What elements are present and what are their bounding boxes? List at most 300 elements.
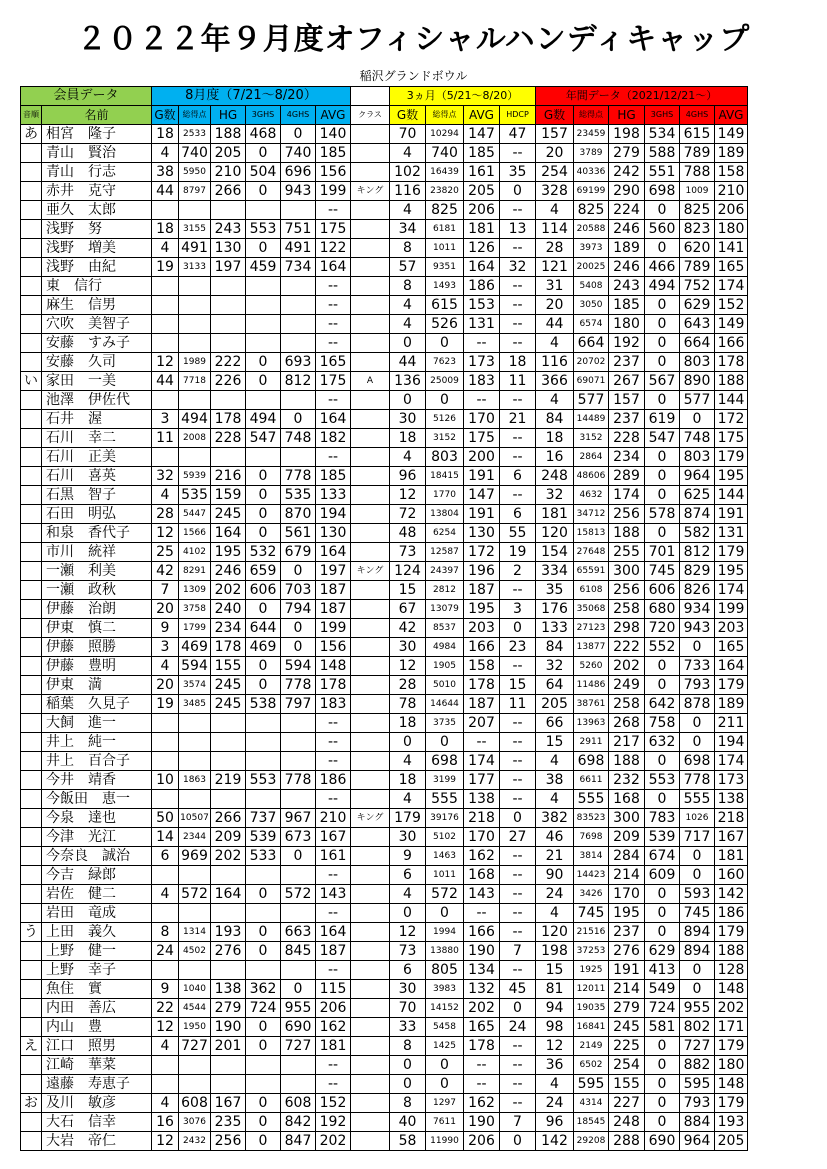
hg-cell: 266 <box>211 182 246 201</box>
total-3m-cell: 2812 <box>426 581 464 600</box>
games-cell: 11 <box>152 429 179 448</box>
name-cell: 稲葉 久見子 <box>42 695 152 714</box>
4ghs-cell: 679 <box>281 543 316 562</box>
total-year-cell: 83523 <box>574 809 609 828</box>
hdcp-cell: -- <box>500 790 536 809</box>
avg-cell: 143 <box>316 885 351 904</box>
4ghs-year-cell: 789 <box>680 144 715 163</box>
hg-year-cell: 258 <box>609 600 645 619</box>
avg-cell: -- <box>316 448 351 467</box>
hg-cell: 276 <box>211 942 246 961</box>
name-cell: 岩田 竜成 <box>42 904 152 923</box>
avg-3m-cell: 205 <box>464 182 500 201</box>
3ghs-cell: 0 <box>246 600 281 619</box>
3ghs-year-cell: 609 <box>645 866 680 885</box>
kana-cell <box>21 980 42 999</box>
4ghs-year-cell: 1009 <box>680 182 715 201</box>
hdcp-cell: -- <box>500 391 536 410</box>
avg-year-cell: 210 <box>715 182 748 201</box>
hdcp-cell: 7 <box>500 942 536 961</box>
3ghs-cell: 547 <box>246 429 281 448</box>
avg-cell: -- <box>316 296 351 315</box>
total-cell: 469 <box>179 638 211 657</box>
group-member-header: 会員データ <box>21 87 152 106</box>
col-avg-3m: AVG <box>464 106 500 125</box>
avg-cell: 140 <box>316 125 351 144</box>
avg-year-cell: 179 <box>715 543 748 562</box>
3ghs-cell: 494 <box>246 410 281 429</box>
4ghs-year-cell: 727 <box>680 1037 715 1056</box>
avg-cell: 199 <box>316 182 351 201</box>
col-name: 名前 <box>42 106 152 125</box>
class-cell <box>351 771 390 790</box>
total-cell: 1863 <box>179 771 211 790</box>
total-year-cell: 3050 <box>574 296 609 315</box>
table-row <box>21 353 748 372</box>
3ghs-cell: 0 <box>246 942 281 961</box>
hg-cell: 245 <box>211 505 246 524</box>
kana-cell <box>21 467 42 486</box>
4ghs-year-cell: 745 <box>680 904 715 923</box>
total-3m-cell: 1011 <box>426 866 464 885</box>
total-year-cell: 6611 <box>574 771 609 790</box>
hg-cell: 138 <box>211 980 246 999</box>
kana-cell <box>21 353 42 372</box>
class-cell <box>351 277 390 296</box>
kana-cell <box>21 676 42 695</box>
4ghs-cell: 696 <box>281 163 316 182</box>
games-year-cell: 44 <box>536 315 574 334</box>
col-total-3m: 総得点 <box>426 106 464 125</box>
3ghs-year-cell: 758 <box>645 714 680 733</box>
games-cell: 22 <box>152 999 179 1018</box>
avg-3m-cell: 147 <box>464 486 500 505</box>
hg-year-cell: 237 <box>609 353 645 372</box>
avg-cell: 197 <box>316 562 351 581</box>
games-year-cell: 334 <box>536 562 574 581</box>
hg-cell: 130 <box>211 239 246 258</box>
games-cell: 32 <box>152 467 179 486</box>
avg-cell: 187 <box>316 942 351 961</box>
games-cell <box>152 296 179 315</box>
3ghs-year-cell: 552 <box>645 638 680 657</box>
avg-3m-cell: 131 <box>464 315 500 334</box>
avg-3m-cell: 168 <box>464 866 500 885</box>
class-cell <box>351 904 390 923</box>
name-cell: 安藤 久司 <box>42 353 152 372</box>
avg-3m-cell: 138 <box>464 790 500 809</box>
games-cell: 9 <box>152 619 179 638</box>
avg-cell: -- <box>316 904 351 923</box>
games-cell: 9 <box>152 980 179 999</box>
games-cell: 3 <box>152 410 179 429</box>
hg-cell <box>211 961 246 980</box>
hg-cell: 243 <box>211 220 246 239</box>
total-cell <box>179 277 211 296</box>
total-year-cell: 20702 <box>574 353 609 372</box>
kana-cell <box>21 714 42 733</box>
4ghs-year-cell: 829 <box>680 562 715 581</box>
total-cell <box>179 790 211 809</box>
total-3m-cell: 1770 <box>426 486 464 505</box>
total-cell: 3155 <box>179 220 211 239</box>
avg-year-cell: 144 <box>715 391 748 410</box>
hg-cell: 188 <box>211 125 246 144</box>
4ghs-cell: 778 <box>281 467 316 486</box>
name-cell: 内田 善広 <box>42 999 152 1018</box>
hg-cell <box>211 733 246 752</box>
avg-cell: 185 <box>316 144 351 163</box>
games-3m-cell: 30 <box>390 410 426 429</box>
games-year-cell: 4 <box>536 790 574 809</box>
4ghs-cell: 955 <box>281 999 316 1018</box>
3ghs-cell: 538 <box>246 695 281 714</box>
kana-cell <box>21 695 42 714</box>
table-row <box>21 904 748 923</box>
3ghs-year-cell: 0 <box>645 1075 680 1094</box>
class-cell <box>351 942 390 961</box>
games-3m-cell: 0 <box>390 733 426 752</box>
4ghs-cell <box>281 448 316 467</box>
avg-year-cell: 195 <box>715 467 748 486</box>
4ghs-cell: 751 <box>281 220 316 239</box>
3ghs-cell <box>246 391 281 410</box>
4ghs-year-cell: 0 <box>680 714 715 733</box>
3ghs-year-cell: 567 <box>645 372 680 391</box>
total-year-cell: 6574 <box>574 315 609 334</box>
hg-year-cell: 248 <box>609 1113 645 1132</box>
3ghs-cell: 659 <box>246 562 281 581</box>
avg-cell: 185 <box>316 467 351 486</box>
hdcp-cell: 19 <box>500 543 536 562</box>
total-year-cell: 698 <box>574 752 609 771</box>
total-cell <box>179 315 211 334</box>
total-cell: 2533 <box>179 125 211 144</box>
hg-cell: 209 <box>211 828 246 847</box>
games-cell: 20 <box>152 600 179 619</box>
kana-cell <box>21 809 42 828</box>
table-row <box>21 657 748 676</box>
table-row <box>21 923 748 942</box>
total-cell: 2008 <box>179 429 211 448</box>
hdcp-cell: -- <box>500 144 536 163</box>
total-3m-cell: 1994 <box>426 923 464 942</box>
total-year-cell: 35068 <box>574 600 609 619</box>
table-row <box>21 277 748 296</box>
4ghs-cell <box>281 790 316 809</box>
avg-cell: 161 <box>316 847 351 866</box>
3ghs-cell <box>246 1075 281 1094</box>
4ghs-cell: 870 <box>281 505 316 524</box>
4ghs-cell: 778 <box>281 676 316 695</box>
avg-year-cell: 148 <box>715 980 748 999</box>
3ghs-cell: 0 <box>246 524 281 543</box>
table-row <box>21 961 748 980</box>
hg-cell: 240 <box>211 600 246 619</box>
4ghs-year-cell: 826 <box>680 581 715 600</box>
4ghs-cell: 734 <box>281 258 316 277</box>
3ghs-year-cell: 0 <box>645 1113 680 1132</box>
4ghs-cell <box>281 391 316 410</box>
name-cell: 石黒 智子 <box>42 486 152 505</box>
venue-name: 稲沢グランドボウル <box>359 69 468 83</box>
4ghs-year-cell: 934 <box>680 600 715 619</box>
hg-year-cell: 242 <box>609 163 645 182</box>
3ghs-cell: 469 <box>246 638 281 657</box>
games-3m-cell: 8 <box>390 1037 426 1056</box>
kana-cell <box>21 847 42 866</box>
4ghs-cell: 703 <box>281 581 316 600</box>
name-cell: 東 信行 <box>42 277 152 296</box>
avg-3m-cell: 153 <box>464 296 500 315</box>
3ghs-year-cell: 413 <box>645 961 680 980</box>
col-hg: HG <box>211 106 246 125</box>
name-cell: 亜久 太郎 <box>42 201 152 220</box>
games-3m-cell: 44 <box>390 353 426 372</box>
table-row <box>21 372 748 391</box>
class-cell <box>351 505 390 524</box>
hg-cell <box>211 296 246 315</box>
kana-cell: い <box>21 372 42 391</box>
hdcp-cell: -- <box>500 315 536 334</box>
hdcp-cell: 47 <box>500 125 536 144</box>
class-cell <box>351 429 390 448</box>
total-year-cell: 6502 <box>574 1056 609 1075</box>
hg-year-cell: 198 <box>609 125 645 144</box>
group-blank-header <box>351 87 390 106</box>
4ghs-cell <box>281 714 316 733</box>
total-year-cell: 38761 <box>574 695 609 714</box>
games-cell <box>152 448 179 467</box>
avg-year-cell: 178 <box>715 353 748 372</box>
games-cell: 19 <box>152 695 179 714</box>
games-3m-cell: 179 <box>390 809 426 828</box>
name-cell: 上野 健一 <box>42 942 152 961</box>
total-year-cell: 13877 <box>574 638 609 657</box>
total-3m-cell: 0 <box>426 391 464 410</box>
games-year-cell: 32 <box>536 486 574 505</box>
games-cell <box>152 904 179 923</box>
4ghs-cell: 0 <box>281 562 316 581</box>
kana-cell <box>21 486 42 505</box>
games-3m-cell: 67 <box>390 600 426 619</box>
4ghs-year-cell: 788 <box>680 163 715 182</box>
avg-year-cell: 138 <box>715 790 748 809</box>
avg-year-cell: 179 <box>715 448 748 467</box>
hg-year-cell: 246 <box>609 220 645 239</box>
4ghs-year-cell: 884 <box>680 1113 715 1132</box>
kana-cell <box>21 961 42 980</box>
total-cell: 969 <box>179 847 211 866</box>
avg-cell: 115 <box>316 980 351 999</box>
games-3m-cell: 30 <box>390 828 426 847</box>
class-cell <box>351 581 390 600</box>
total-cell: 5447 <box>179 505 211 524</box>
col-games-3m: G数 <box>390 106 426 125</box>
hg-year-cell: 289 <box>609 467 645 486</box>
table-row <box>21 391 748 410</box>
avg-year-cell: 131 <box>715 524 748 543</box>
4ghs-year-cell: 593 <box>680 885 715 904</box>
hg-year-cell: 245 <box>609 1018 645 1037</box>
4ghs-cell: 663 <box>281 923 316 942</box>
table-row <box>21 429 748 448</box>
total-cell <box>179 961 211 980</box>
name-cell: 青山 行志 <box>42 163 152 182</box>
4ghs-cell: 748 <box>281 429 316 448</box>
class-cell <box>351 1018 390 1037</box>
games-3m-cell: 30 <box>390 980 426 999</box>
total-cell: 608 <box>179 1094 211 1113</box>
total-cell: 491 <box>179 239 211 258</box>
4ghs-cell: 572 <box>281 885 316 904</box>
4ghs-cell: 673 <box>281 828 316 847</box>
avg-year-cell: 181 <box>715 847 748 866</box>
hg-year-cell: 214 <box>609 866 645 885</box>
avg-3m-cell: 191 <box>464 505 500 524</box>
games-cell: 44 <box>152 182 179 201</box>
games-cell: 38 <box>152 163 179 182</box>
games-3m-cell: 18 <box>390 429 426 448</box>
total-cell <box>179 752 211 771</box>
4ghs-cell: 0 <box>281 980 316 999</box>
kana-cell <box>21 315 42 334</box>
table-row <box>21 505 748 524</box>
class-cell <box>351 1075 390 1094</box>
hdcp-cell: -- <box>500 1094 536 1113</box>
games-year-cell: 120 <box>536 923 574 942</box>
3ghs-year-cell: 680 <box>645 600 680 619</box>
hg-cell: 202 <box>211 847 246 866</box>
total-year-cell: 69071 <box>574 372 609 391</box>
avg-year-cell: 186 <box>715 904 748 923</box>
3ghs-cell: 553 <box>246 771 281 790</box>
class-cell <box>351 714 390 733</box>
3ghs-year-cell: 553 <box>645 771 680 790</box>
table-row <box>21 695 748 714</box>
avg-3m-cell: 187 <box>464 581 500 600</box>
hg-year-cell: 191 <box>609 961 645 980</box>
3ghs-year-cell: 701 <box>645 543 680 562</box>
games-cell: 18 <box>152 125 179 144</box>
total-3m-cell: 14152 <box>426 999 464 1018</box>
avg-cell: 165 <box>316 353 351 372</box>
avg-3m-cell: 162 <box>464 1094 500 1113</box>
avg-3m-cell: 134 <box>464 961 500 980</box>
table-row <box>21 638 748 657</box>
games-cell: 50 <box>152 809 179 828</box>
total-3m-cell: 24397 <box>426 562 464 581</box>
hg-cell <box>211 752 246 771</box>
3ghs-cell: 0 <box>246 467 281 486</box>
total-3m-cell: 5102 <box>426 828 464 847</box>
table-row <box>21 600 748 619</box>
games-year-cell: 328 <box>536 182 574 201</box>
games-3m-cell: 0 <box>390 1075 426 1094</box>
4ghs-year-cell: 943 <box>680 619 715 638</box>
avg-cell: -- <box>316 277 351 296</box>
4ghs-year-cell: 894 <box>680 923 715 942</box>
games-cell <box>152 961 179 980</box>
games-3m-cell: 4 <box>390 144 426 163</box>
name-cell: 上田 義久 <box>42 923 152 942</box>
total-3m-cell: 0 <box>426 1056 464 1075</box>
name-cell: 今吉 緑郎 <box>42 866 152 885</box>
total-3m-cell: 0 <box>426 1075 464 1094</box>
total-3m-cell: 6181 <box>426 220 464 239</box>
3ghs-year-cell: 547 <box>645 429 680 448</box>
table-row <box>21 562 748 581</box>
avg-3m-cell: 183 <box>464 372 500 391</box>
games-year-cell: 24 <box>536 1094 574 1113</box>
kana-cell <box>21 1018 42 1037</box>
avg-year-cell: 199 <box>715 600 748 619</box>
name-cell: 池澤 伊佐代 <box>42 391 152 410</box>
avg-year-cell: 160 <box>715 866 748 885</box>
avg-3m-cell: 185 <box>464 144 500 163</box>
total-cell: 2432 <box>179 1132 211 1151</box>
avg-3m-cell: -- <box>464 904 500 923</box>
4ghs-cell <box>281 904 316 923</box>
class-cell <box>351 410 390 429</box>
class-cell <box>351 847 390 866</box>
name-cell: 相宮 隆子 <box>42 125 152 144</box>
table-row <box>21 752 748 771</box>
avg-year-cell: 144 <box>715 486 748 505</box>
avg-year-cell: 165 <box>715 638 748 657</box>
games-cell <box>152 391 179 410</box>
avg-cell: 156 <box>316 638 351 657</box>
hdcp-cell: -- <box>500 847 536 866</box>
hdcp-cell: 55 <box>500 524 536 543</box>
avg-cell: 210 <box>316 809 351 828</box>
class-cell <box>351 1094 390 1113</box>
hg-year-cell: 298 <box>609 619 645 638</box>
3ghs-year-cell: 783 <box>645 809 680 828</box>
hdcp-cell: 27 <box>500 828 536 847</box>
3ghs-year-cell: 642 <box>645 695 680 714</box>
total-year-cell: 5260 <box>574 657 609 676</box>
table-row <box>21 771 748 790</box>
table-row <box>21 1018 748 1037</box>
total-cell: 1799 <box>179 619 211 638</box>
avg-cell: -- <box>316 1056 351 1075</box>
total-year-cell: 20025 <box>574 258 609 277</box>
4ghs-cell <box>281 315 316 334</box>
hg-year-cell: 300 <box>609 809 645 828</box>
avg-3m-cell: 174 <box>464 752 500 771</box>
games-3m-cell: 4 <box>390 201 426 220</box>
avg-year-cell: 179 <box>715 1037 748 1056</box>
3ghs-year-cell: 581 <box>645 1018 680 1037</box>
avg-year-cell: 128 <box>715 961 748 980</box>
games-cell <box>152 1056 179 1075</box>
avg-3m-cell: -- <box>464 733 500 752</box>
hg-cell <box>211 334 246 353</box>
games-3m-cell: 40 <box>390 1113 426 1132</box>
avg-cell: 164 <box>316 410 351 429</box>
hg-year-cell: 227 <box>609 1094 645 1113</box>
class-cell <box>351 980 390 999</box>
table-row <box>21 866 748 885</box>
games-year-cell: 64 <box>536 676 574 695</box>
class-cell <box>351 657 390 676</box>
games-year-cell: 198 <box>536 942 574 961</box>
hg-year-cell: 174 <box>609 486 645 505</box>
games-3m-cell: 42 <box>390 619 426 638</box>
3ghs-cell <box>246 448 281 467</box>
hg-cell <box>211 790 246 809</box>
